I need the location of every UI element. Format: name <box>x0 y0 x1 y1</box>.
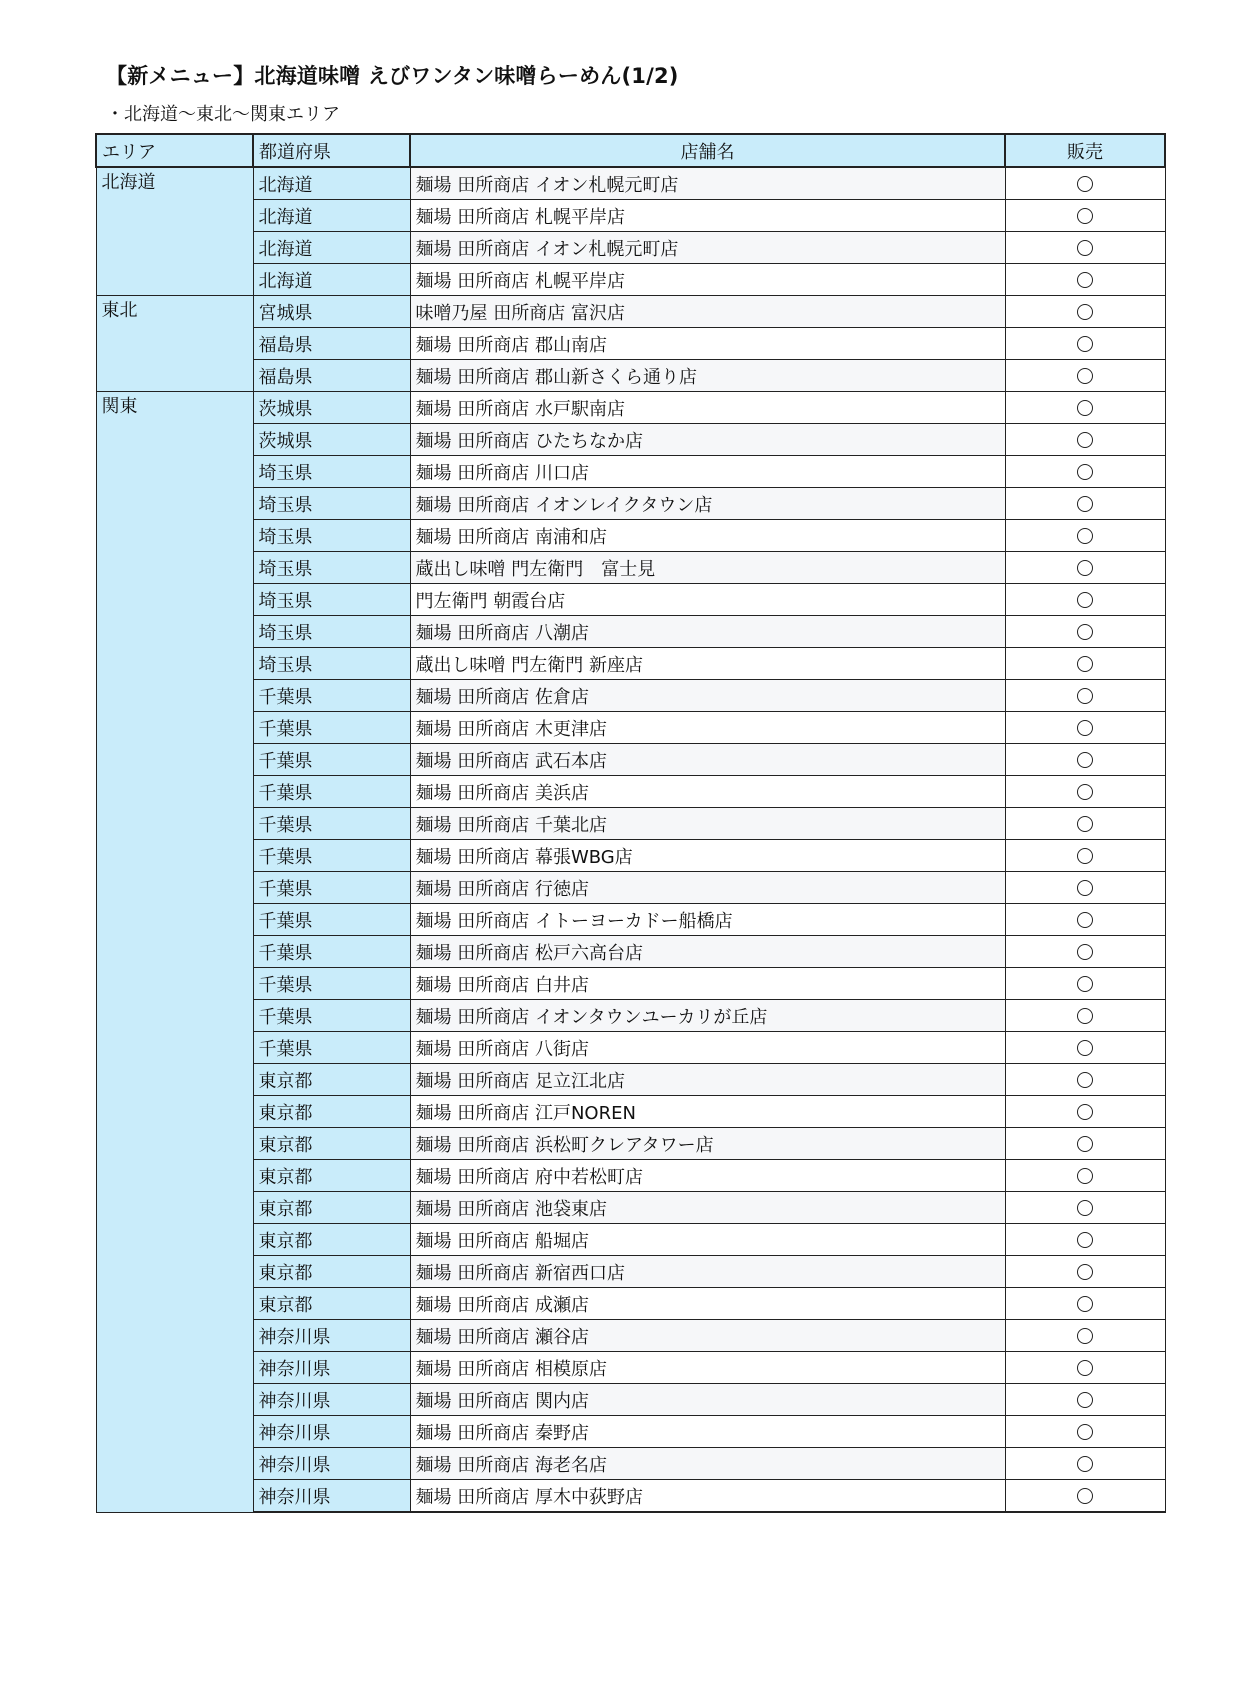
table-row <box>96 1288 1165 1320</box>
sales-cell <box>1005 392 1165 424</box>
available-circle-icon <box>1077 1008 1093 1024</box>
table-row <box>96 648 1165 680</box>
sales-cell <box>1005 680 1165 712</box>
prefecture-cell: 神奈川県 <box>253 1448 410 1480</box>
prefecture-cell: 東京都 <box>253 1064 410 1096</box>
table-row <box>96 808 1165 840</box>
store-name-cell: 麺場 田所商店 池袋東店 <box>410 1192 1005 1224</box>
sales-cell <box>1005 424 1165 456</box>
table-row <box>96 264 1165 296</box>
table-row <box>96 904 1165 936</box>
store-name-cell: 麺場 田所商店 関内店 <box>410 1384 1005 1416</box>
table-row <box>96 1032 1165 1064</box>
prefecture-cell: 千葉県 <box>253 1000 410 1032</box>
store-name-cell: 麺場 田所商店 白井店 <box>410 968 1005 1000</box>
table-row <box>96 200 1165 232</box>
sales-cell <box>1005 552 1165 584</box>
prefecture-cell: 北海道 <box>253 232 410 264</box>
available-circle-icon <box>1077 912 1093 928</box>
store-name-cell: 麺場 田所商店 川口店 <box>410 456 1005 488</box>
sales-cell <box>1005 1224 1165 1256</box>
prefecture-cell: 埼玉県 <box>253 584 410 616</box>
prefecture-cell: 宮城県 <box>253 296 410 328</box>
store-name-cell: 麺場 田所商店 松戸六高台店 <box>410 936 1005 968</box>
available-circle-icon <box>1077 1488 1093 1504</box>
store-name-cell: 麺場 田所商店 江戸NOREN <box>410 1096 1005 1128</box>
table-row <box>96 1224 1165 1256</box>
table-row <box>96 1256 1165 1288</box>
table-header-row <box>96 134 1165 167</box>
header-prefecture: 都道府県 <box>253 134 410 167</box>
available-circle-icon <box>1077 976 1093 992</box>
prefecture-cell: 埼玉県 <box>253 456 410 488</box>
store-name-cell: 麺場 田所商店 瀬谷店 <box>410 1320 1005 1352</box>
available-circle-icon <box>1077 688 1093 704</box>
table-row <box>96 1128 1165 1160</box>
available-circle-icon <box>1077 560 1093 576</box>
available-circle-icon <box>1077 304 1093 320</box>
sales-cell <box>1005 488 1165 520</box>
sales-cell <box>1005 200 1165 232</box>
table-row <box>96 1096 1165 1128</box>
header-store: 店舗名 <box>410 134 1005 167</box>
sales-cell <box>1005 264 1165 296</box>
store-name-cell: 麺場 田所商店 郡山新さくら通り店 <box>410 360 1005 392</box>
prefecture-cell: 千葉県 <box>253 808 410 840</box>
prefecture-cell: 神奈川県 <box>253 1416 410 1448</box>
available-circle-icon <box>1077 720 1093 736</box>
sales-cell <box>1005 1352 1165 1384</box>
store-name-cell: 麺場 田所商店 八潮店 <box>410 616 1005 648</box>
store-name-cell: 麺場 田所商店 イトーヨーカドー船橋店 <box>410 904 1005 936</box>
table-row <box>96 776 1165 808</box>
available-circle-icon <box>1077 1328 1093 1344</box>
prefecture-cell: 埼玉県 <box>253 520 410 552</box>
table-row <box>96 488 1165 520</box>
sales-cell <box>1005 232 1165 264</box>
sales-cell <box>1005 840 1165 872</box>
store-name-cell: 麺場 田所商店 浜松町クレアタワー店 <box>410 1128 1005 1160</box>
table-row <box>96 840 1165 872</box>
sales-cell <box>1005 808 1165 840</box>
available-circle-icon <box>1077 752 1093 768</box>
prefecture-cell: 千葉県 <box>253 840 410 872</box>
sales-cell <box>1005 1480 1165 1513</box>
store-name-cell: 麺場 田所商店 厚木中荻野店 <box>410 1480 1005 1513</box>
table-row <box>96 1352 1165 1384</box>
prefecture-cell: 東京都 <box>253 1192 410 1224</box>
prefecture-cell: 東京都 <box>253 1224 410 1256</box>
available-circle-icon <box>1077 1104 1093 1120</box>
sales-cell <box>1005 1192 1165 1224</box>
prefecture-cell: 東京都 <box>253 1288 410 1320</box>
prefecture-cell: 北海道 <box>253 167 410 200</box>
prefecture-cell: 千葉県 <box>253 936 410 968</box>
store-name-cell: 麺場 田所商店 新宿西口店 <box>410 1256 1005 1288</box>
store-name-cell: 麺場 田所商店 イオンタウンユーカリが丘店 <box>410 1000 1005 1032</box>
available-circle-icon <box>1077 1040 1093 1056</box>
store-name-cell: 麺場 田所商店 海老名店 <box>410 1448 1005 1480</box>
prefecture-cell: 東京都 <box>253 1128 410 1160</box>
prefecture-cell: 東京都 <box>253 1256 410 1288</box>
prefecture-cell: 茨城県 <box>253 424 410 456</box>
available-circle-icon <box>1077 1264 1093 1280</box>
prefecture-cell: 千葉県 <box>253 712 410 744</box>
prefecture-cell: 千葉県 <box>253 968 410 1000</box>
available-circle-icon <box>1077 432 1093 448</box>
available-circle-icon <box>1077 1168 1093 1184</box>
area-cell: 関東 <box>96 392 253 1513</box>
prefecture-cell: 茨城県 <box>253 392 410 424</box>
store-name-cell: 麺場 田所商店 船堀店 <box>410 1224 1005 1256</box>
sales-cell <box>1005 968 1165 1000</box>
store-name-cell: 麺場 田所商店 イオンレイクタウン店 <box>410 488 1005 520</box>
prefecture-cell: 埼玉県 <box>253 488 410 520</box>
sales-cell <box>1005 167 1165 200</box>
table-row <box>96 1448 1165 1480</box>
available-circle-icon <box>1077 368 1093 384</box>
store-name-cell: 麺場 田所商店 木更津店 <box>410 712 1005 744</box>
table-row <box>96 1320 1165 1352</box>
sales-cell <box>1005 1000 1165 1032</box>
store-name-cell: 麺場 田所商店 相模原店 <box>410 1352 1005 1384</box>
prefecture-cell: 千葉県 <box>253 872 410 904</box>
sales-cell <box>1005 1032 1165 1064</box>
sales-cell <box>1005 1320 1165 1352</box>
available-circle-icon <box>1077 464 1093 480</box>
prefecture-cell: 神奈川県 <box>253 1480 410 1513</box>
table-row <box>96 1160 1165 1192</box>
table-row <box>96 1192 1165 1224</box>
store-table <box>95 133 1166 1513</box>
table-row <box>96 616 1165 648</box>
store-name-cell: 麺場 田所商店 イオン札幌元町店 <box>410 232 1005 264</box>
available-circle-icon <box>1077 944 1093 960</box>
prefecture-cell: 埼玉県 <box>253 616 410 648</box>
table-row <box>96 1064 1165 1096</box>
area-cell: 東北 <box>96 296 253 392</box>
available-circle-icon <box>1077 1456 1093 1472</box>
header-area: エリア <box>96 134 253 167</box>
prefecture-cell: 千葉県 <box>253 680 410 712</box>
available-circle-icon <box>1077 1232 1093 1248</box>
store-name-cell: 麺場 田所商店 佐倉店 <box>410 680 1005 712</box>
page-title: 【新メニュー】北海道味噌 えびワンタン味噌らーめん(1/2) <box>106 64 679 88</box>
available-circle-icon <box>1077 1200 1093 1216</box>
prefecture-cell: 千葉県 <box>253 904 410 936</box>
sales-cell <box>1005 520 1165 552</box>
sales-cell <box>1005 456 1165 488</box>
prefecture-cell: 千葉県 <box>253 776 410 808</box>
table-row <box>96 392 1165 424</box>
table-row <box>96 1000 1165 1032</box>
available-circle-icon <box>1077 528 1093 544</box>
sales-cell <box>1005 744 1165 776</box>
table-row <box>96 520 1165 552</box>
sales-cell <box>1005 1160 1165 1192</box>
store-name-cell: 麺場 田所商店 美浜店 <box>410 776 1005 808</box>
available-circle-icon <box>1077 208 1093 224</box>
available-circle-icon <box>1077 592 1093 608</box>
sales-cell <box>1005 296 1165 328</box>
sales-cell <box>1005 712 1165 744</box>
table-row <box>96 584 1165 616</box>
prefecture-cell: 福島県 <box>253 328 410 360</box>
sales-cell <box>1005 1416 1165 1448</box>
sales-cell <box>1005 776 1165 808</box>
store-name-cell: 麺場 田所商店 武石本店 <box>410 744 1005 776</box>
sales-cell <box>1005 936 1165 968</box>
table-row <box>96 424 1165 456</box>
sales-cell <box>1005 1288 1165 1320</box>
table-row <box>96 712 1165 744</box>
sales-cell <box>1005 1384 1165 1416</box>
store-name-cell: 蔵出し味噌 門左衛門 富士見 <box>410 552 1005 584</box>
available-circle-icon <box>1077 1392 1093 1408</box>
prefecture-cell: 千葉県 <box>253 1032 410 1064</box>
available-circle-icon <box>1077 656 1093 672</box>
store-name-cell: 麺場 田所商店 八街店 <box>410 1032 1005 1064</box>
prefecture-cell: 北海道 <box>253 200 410 232</box>
store-name-cell: 麺場 田所商店 水戸駅南店 <box>410 392 1005 424</box>
available-circle-icon <box>1077 272 1093 288</box>
table-row <box>96 328 1165 360</box>
header-sales: 販売 <box>1005 134 1165 167</box>
table-row <box>96 167 1165 200</box>
table-row <box>96 296 1165 328</box>
available-circle-icon <box>1077 816 1093 832</box>
table-row <box>96 968 1165 1000</box>
table-row <box>96 1384 1165 1416</box>
table-row <box>96 360 1165 392</box>
store-name-cell: 麺場 田所商店 ひたちなか店 <box>410 424 1005 456</box>
sales-cell <box>1005 1064 1165 1096</box>
prefecture-cell: 東京都 <box>253 1096 410 1128</box>
table-row <box>96 1416 1165 1448</box>
store-name-cell: 麺場 田所商店 足立江北店 <box>410 1064 1005 1096</box>
prefecture-cell: 神奈川県 <box>253 1352 410 1384</box>
sales-cell <box>1005 904 1165 936</box>
table-row <box>96 936 1165 968</box>
available-circle-icon <box>1077 1136 1093 1152</box>
prefecture-cell: 東京都 <box>253 1160 410 1192</box>
store-name-cell: 麺場 田所商店 イオン札幌元町店 <box>410 167 1005 200</box>
sales-cell <box>1005 360 1165 392</box>
store-name-cell: 門左衛門 朝霞台店 <box>410 584 1005 616</box>
available-circle-icon <box>1077 240 1093 256</box>
sales-cell <box>1005 584 1165 616</box>
sales-cell <box>1005 648 1165 680</box>
store-name-cell: 麺場 田所商店 府中若松町店 <box>410 1160 1005 1192</box>
available-circle-icon <box>1077 1424 1093 1440</box>
store-name-cell: 麺場 田所商店 成瀬店 <box>410 1288 1005 1320</box>
store-name-cell: 麺場 田所商店 秦野店 <box>410 1416 1005 1448</box>
sales-cell <box>1005 1096 1165 1128</box>
table-row <box>96 744 1165 776</box>
prefecture-cell: 神奈川県 <box>253 1384 410 1416</box>
sales-cell <box>1005 328 1165 360</box>
table-row <box>96 552 1165 584</box>
store-name-cell: 蔵出し味噌 門左衛門 新座店 <box>410 648 1005 680</box>
prefecture-cell: 埼玉県 <box>253 648 410 680</box>
available-circle-icon <box>1077 848 1093 864</box>
table-row <box>96 872 1165 904</box>
available-circle-icon <box>1077 784 1093 800</box>
store-name-cell: 味噌乃屋 田所商店 富沢店 <box>410 296 1005 328</box>
store-name-cell: 麺場 田所商店 行徳店 <box>410 872 1005 904</box>
available-circle-icon <box>1077 496 1093 512</box>
store-table-body <box>96 167 1165 1512</box>
available-circle-icon <box>1077 1072 1093 1088</box>
store-name-cell: 麺場 田所商店 郡山南店 <box>410 328 1005 360</box>
available-circle-icon <box>1077 176 1093 192</box>
table-row <box>96 1480 1165 1513</box>
available-circle-icon <box>1077 336 1093 352</box>
store-name-cell: 麺場 田所商店 札幌平岸店 <box>410 264 1005 296</box>
table-row <box>96 456 1165 488</box>
sales-cell <box>1005 616 1165 648</box>
store-name-cell: 麺場 田所商店 札幌平岸店 <box>410 200 1005 232</box>
sales-cell <box>1005 1448 1165 1480</box>
prefecture-cell: 北海道 <box>253 264 410 296</box>
available-circle-icon <box>1077 1360 1093 1376</box>
available-circle-icon <box>1077 624 1093 640</box>
section-subtitle: ・北海道〜東北〜関東エリア <box>106 104 340 125</box>
sales-cell <box>1005 872 1165 904</box>
store-name-cell: 麺場 田所商店 幕張WBG店 <box>410 840 1005 872</box>
available-circle-icon <box>1077 1296 1093 1312</box>
store-name-cell: 麺場 田所商店 千葉北店 <box>410 808 1005 840</box>
available-circle-icon <box>1077 400 1093 416</box>
sales-cell <box>1005 1256 1165 1288</box>
table-row <box>96 680 1165 712</box>
table-row <box>96 232 1165 264</box>
store-name-cell: 麺場 田所商店 南浦和店 <box>410 520 1005 552</box>
sales-cell <box>1005 1128 1165 1160</box>
area-cell: 北海道 <box>96 167 253 296</box>
available-circle-icon <box>1077 880 1093 896</box>
prefecture-cell: 千葉県 <box>253 744 410 776</box>
prefecture-cell: 神奈川県 <box>253 1320 410 1352</box>
prefecture-cell: 福島県 <box>253 360 410 392</box>
prefecture-cell: 埼玉県 <box>253 552 410 584</box>
